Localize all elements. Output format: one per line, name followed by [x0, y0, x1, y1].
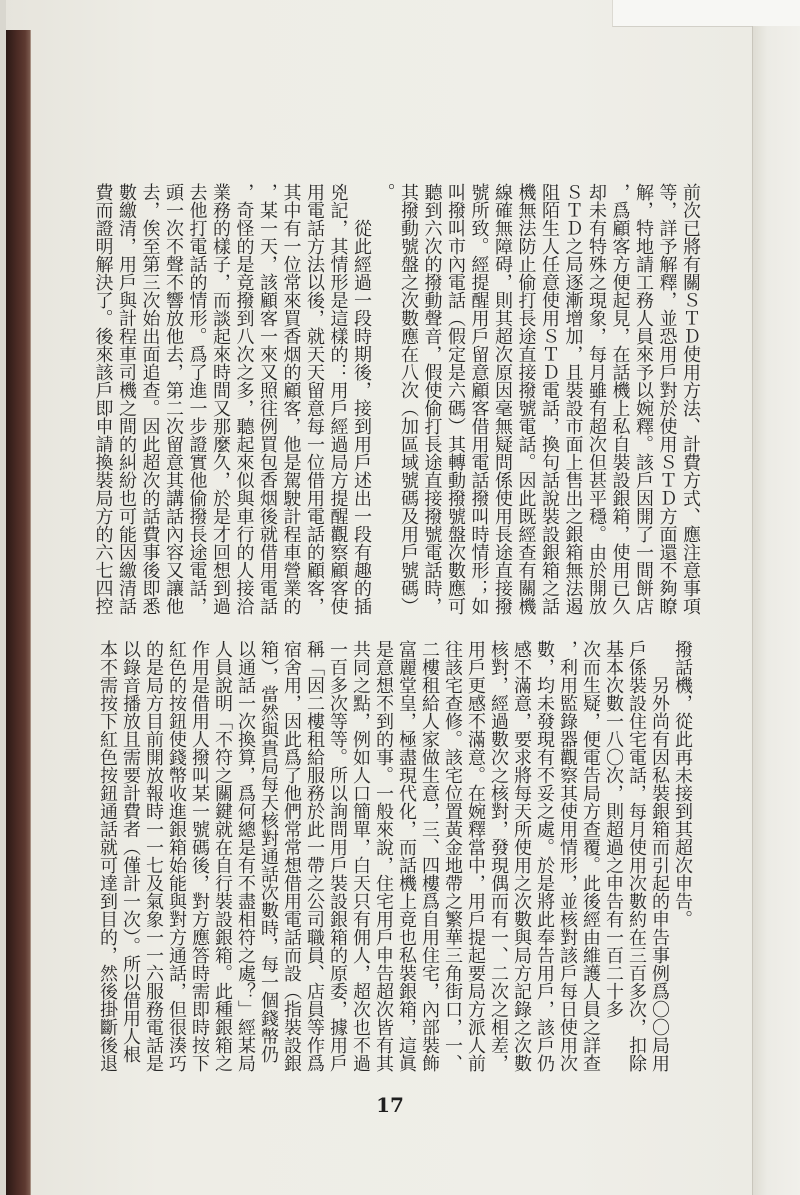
text-column: 頭一次不聲不響放他去，第二次留意其講話內容又讓他 — [163, 183, 184, 615]
text-column: 紅色的按鈕使錢幣收進銀箱始能與對方通話，但很湊巧 — [166, 640, 187, 1072]
text-column: 用電話方法以後，就天天留意每一位借用電話的顧客， — [304, 183, 325, 615]
text-column: 阻陌生人任意使用ＳＴＤ電話，換句話說裝設銀箱之話 — [539, 183, 560, 615]
text-column: 富麗堂皇，極盡現代化，而話機上竟也私裝銀箱，這眞 — [396, 640, 417, 1072]
text-column: 次而生疑，便電告局方查覆。此後經由維護人員之詳查 — [580, 640, 601, 1072]
text-column: 却未有特殊之現象，每月雖有超次但甚平穩。由於開放 — [586, 183, 607, 615]
page-number: 17 — [376, 1093, 404, 1117]
text-column: 兇記，其情形是這樣的：用戶經過局方提醒觀察顧客使 — [327, 183, 349, 615]
text-column: 費而證明解決了。後來該戶即申請換裝局方的六七四控 — [92, 183, 114, 615]
text-column: 撥話機，從此再未接到其超次申告。 — [672, 640, 693, 928]
text-column: 叫撥叫市內電話（假定是六碼）其轉動撥號盤次數應可 — [445, 183, 466, 615]
text-column: 數，均未發現有不妥之處。於是將此奉告用戶，該戶仍 — [534, 640, 555, 1072]
text-column: 二樓租給人家做生意，三、四樓爲自用住宅，內部裝飾 — [419, 640, 440, 1072]
upper-text-block — [91, 183, 702, 623]
text-column: 核對，經過數次之核對，發現偶而有一、二次之相差， — [488, 640, 509, 1072]
text-column: 等，詳予解釋，並恐用戶對於使用ＳＴＤ方面還不夠瞭 — [656, 183, 678, 615]
text-column: 的是局方目前開放報時一一七及氣象一一六服務電話是 — [143, 640, 164, 1072]
text-column: 數繳清，用戶與計程車司機之間的糾紛也可能因繳清話 — [116, 183, 137, 615]
text-column: 往該宅查修。該宅位置黃金地帶之繁華三角街口，一、 — [442, 640, 463, 1072]
text-column: 作用是借用人撥叫某一號碼後，對方應答時需即時按下 — [189, 640, 210, 1072]
text-column: 其撥動號盤之次數應在八次（加區域號碼及用戶號碼） — [398, 183, 419, 615]
text-column: 機無法防止偷打長途直接撥號電話。因此既經查有關機 — [515, 183, 537, 615]
text-column: 箱），當然與貴局每天核對通話次數時，每一個錢幣仍 — [258, 640, 279, 1063]
text-column: 前次已將有關ＳＴＤ使用方法、計費方式、應注意事項 — [680, 183, 701, 615]
lower-text-block — [96, 640, 694, 1080]
text-column: ，爲顧客方便起見，在話機上私自裝設銀箱，使用已久 — [609, 183, 631, 615]
text-column: 是意想不到的事。一般來說，住宅用戶申告超次皆有其 — [373, 640, 394, 1072]
text-column: 稱「因二樓租給服務於此一帶之公司職員、店員等作爲 — [304, 640, 325, 1072]
text-column: 去，俟至第三次始出面追查。因此超次的話費事後即悉 — [139, 183, 161, 615]
text-column: 本不需按下紅色按鈕通話就可達到目的，然後掛斷後退 — [97, 640, 118, 1072]
text-column: 線確無障碍，則其超次原因毫無疑問係使用長途直接撥 — [492, 183, 513, 615]
paper-tab — [612, 0, 800, 27]
text-column: 以錄音播放且需要計費者（僅計一次）。所以借用人根 — [120, 640, 141, 1063]
text-column: 共同之點，例如人口簡單，白天只有佣人，超次也不過 — [350, 640, 371, 1072]
binding-edge — [6, 30, 31, 1195]
text-column: 一百多次等等。所以詢問用戶裝設銀箱的原委，據用戶 — [327, 640, 348, 1072]
text-column: ＳＴＤ之局逐漸增加，且裝設市面上售出之銀箱無法遏 — [562, 183, 584, 615]
text-column: ，利用監錄器觀察其使用情形，並核對該戶每日使用次 — [557, 640, 578, 1072]
paragraph-start-column: 從此經過一段時期後，接到用戶述出一段有趣的插 — [351, 219, 372, 615]
text-column: 業務的樣子，而談起來時間又那麼久，於是才回想到過 — [210, 183, 231, 615]
text-column: 戶係裝設住宅電話，每月使用次數約在三百多次，扣除 — [626, 640, 647, 1072]
text-column: 感不滿意，要求將每天所使用之次數與局方記錄之次數 — [511, 640, 532, 1072]
text-column: 解，特地請工務人員來予以婉釋。該戶因開了一間餅店 — [633, 183, 654, 615]
text-column: 聽到六次的撥動聲音，假使偷打長途直接撥號電話時， — [421, 183, 443, 615]
paragraph-start-column: 另外尚有因私裝銀箱而引起的申告事例爲〇〇局用 — [649, 676, 670, 1072]
text-column: 其中有一位常來買香烟的顧客，他是駕駛計程車營業的 — [280, 183, 302, 615]
adjacent-page-strip — [752, 26, 800, 1195]
text-column: 用戶更感不滿意。在婉釋當中，用戶提起要局方派人前 — [465, 640, 486, 1072]
text-column: 宿舍用，因此爲了他們常常想借用電話而設（指裝設銀 — [281, 640, 302, 1072]
text-column: 以通話一次換算，爲何總是有不盡相符之處？」經某局 — [235, 640, 256, 1072]
text-column: ，奇怪的是竟撥到八次之多，聽起來似與車行的人接洽 — [233, 183, 255, 615]
text-column: 人員說明「不符之關鍵就在自行裝設銀箱。此種銀箱之 — [212, 640, 233, 1072]
text-column: 號所致。經提醒用戶留意顧客借用電話撥叫時情形；如 — [468, 183, 490, 615]
text-column: 基本次數一八〇次，則超過之申告有一百二十多 — [603, 640, 624, 1018]
text-column: ，某一天，該顧客一來又照往例買包香烟後就借用電話 — [257, 183, 278, 615]
text-column: 去他打電話的情形。爲了進一步證實他偷撥長途電話， — [186, 183, 208, 615]
text-column: 。 — [374, 183, 396, 201]
